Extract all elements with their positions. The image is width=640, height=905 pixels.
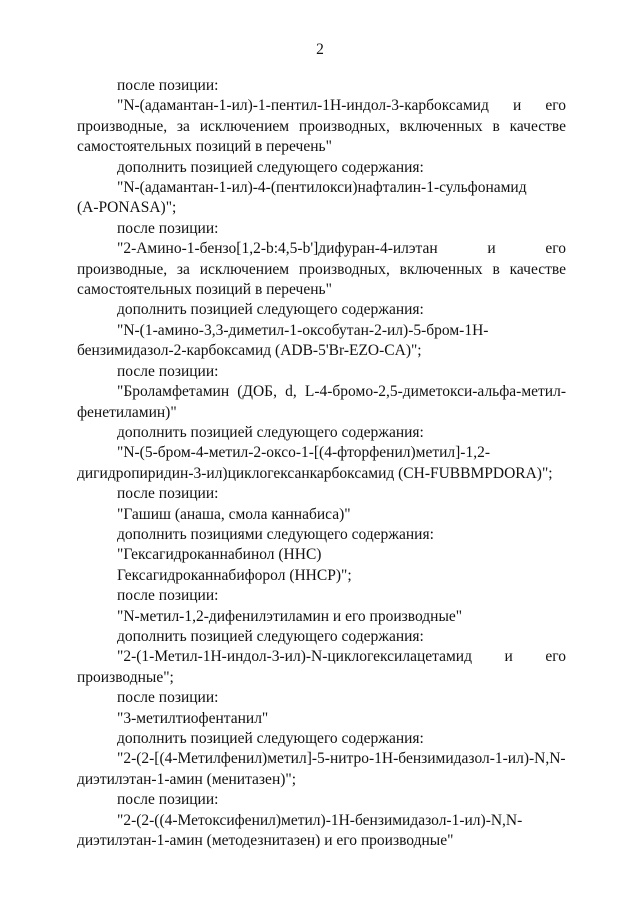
paragraph-line: "2-(2-((4-Метоксифенил)метил)-1H-бензимидазол-1-ил)-N,N- (117, 811, 523, 829)
paragraph-line: "N-(5-бром-4-метил-2-оксо-1-[(4-фторфенил)метил]-1,2- (117, 444, 490, 462)
paragraph-quoted-entry (77, 811, 566, 852)
paragraph-quoted-entry: "N-метил-1,2-дифенилэтиламин и его производные" (117, 607, 463, 625)
paragraph-quoted-entry (77, 749, 566, 790)
paragraph-line: "N-(адамантан-1-ил)-4-(пентилокси)нафталин-1-сульфонамид (117, 179, 527, 197)
paragraph-after-position: после позиции: (117, 791, 219, 809)
paragraph-continuation: (A-PONASA)"; (77, 199, 177, 217)
paragraph-quoted-entry (77, 647, 566, 688)
paragraph-after-position: после позиции: (117, 485, 219, 503)
paragraph-after-position: после позиции: (117, 587, 219, 605)
paragraph-quoted-entry (77, 178, 566, 219)
document-body (77, 76, 566, 851)
paragraph-line: "N-(адамантан-1-ил)-1-пентил-1H-индол-3-карбоксамид и его (117, 97, 566, 115)
paragraph-continuation: диэтилэтан-1-амин (методезнитазен) и его производные" (77, 832, 454, 850)
paragraph-line: "Броламфетамин (ДОБ, d, L-4-бромо-2,5-диметокси-альфа-метил- (117, 383, 566, 401)
paragraph-quoted-entry (77, 443, 566, 484)
paragraph-continuation: производные"; (77, 668, 174, 686)
paragraph-add-positions: дополнить позициями следующего содержания: (117, 525, 434, 543)
paragraph-add-position: дополнить позицией следующего содержания: (117, 158, 424, 176)
paragraph-quoted-entry: Гексагидроканнабифорол (HHCP)"; (117, 566, 352, 584)
paragraph-after-position: после позиции: (117, 219, 219, 237)
paragraph-quoted-entry: "2-Амино-1-бензо[1,2-b:4,5-b']дифуран-4-илэтан и его производные, за исключением производных, включенных в качестве самостоятельных позиций в перечень" (77, 240, 566, 299)
paragraph-after-position: после позиции: (117, 362, 219, 380)
paragraph-quoted-entry: "3-метилтиофентанил" (117, 709, 269, 727)
paragraph-continuation: бензимидазол-2-карбоксамид (ADB-5'Br-EZO-CA)"; (77, 342, 422, 360)
paragraph-line: "2-(1-Метил-1H-индол-3-ил)-N-циклогексилацетамид и его (117, 648, 566, 666)
paragraph-continuation: фенетиламин)" (77, 403, 177, 421)
paragraph-continuation: производные, за исключением производных, включенных в качестве самостоятельных позиций в перечень" (77, 117, 566, 156)
paragraph-after-position: после позиции: (117, 689, 219, 707)
paragraph-line: "N-(1-амино-3,3-диметил-1-оксобутан-2-ил)-5-бром-1H- (117, 321, 489, 339)
paragraph-add-position: дополнить позицией следующего содержания: (117, 627, 424, 645)
paragraph-quoted-entry: "Гексагидроканнабинол (HHC) (117, 546, 322, 564)
paragraph-quoted-entry (77, 382, 566, 423)
page-number: 2 (316, 41, 324, 58)
paragraph-add-position: дополнить позицией следующего содержания: (117, 423, 424, 441)
paragraph-continuation: диэтилэтан-1-амин (менитазен)"; (77, 770, 297, 788)
paragraph-quoted-entry: "Гашиш (анаша, смола каннабиса)" (117, 505, 351, 523)
paragraph-line: "2-(2-[(4-Метилфенил)метил]-5-нитро-1H-бензимидазол-1-ил)-N,N- (117, 750, 566, 768)
paragraph-quoted-entry (77, 96, 566, 157)
paragraph-add-position: дополнить позицией следующего содержания: (117, 301, 424, 319)
paragraph-continuation: дигидропиридин-3-ил)циклогексанкарбоксамид (CH-FUBBMPDORA)"; (77, 464, 553, 482)
paragraph-add-position: дополнить позицией следующего содержания: (117, 730, 424, 747)
paragraph-quoted-entry (77, 321, 566, 362)
paragraph-after-position: после позиции: (117, 77, 219, 94)
